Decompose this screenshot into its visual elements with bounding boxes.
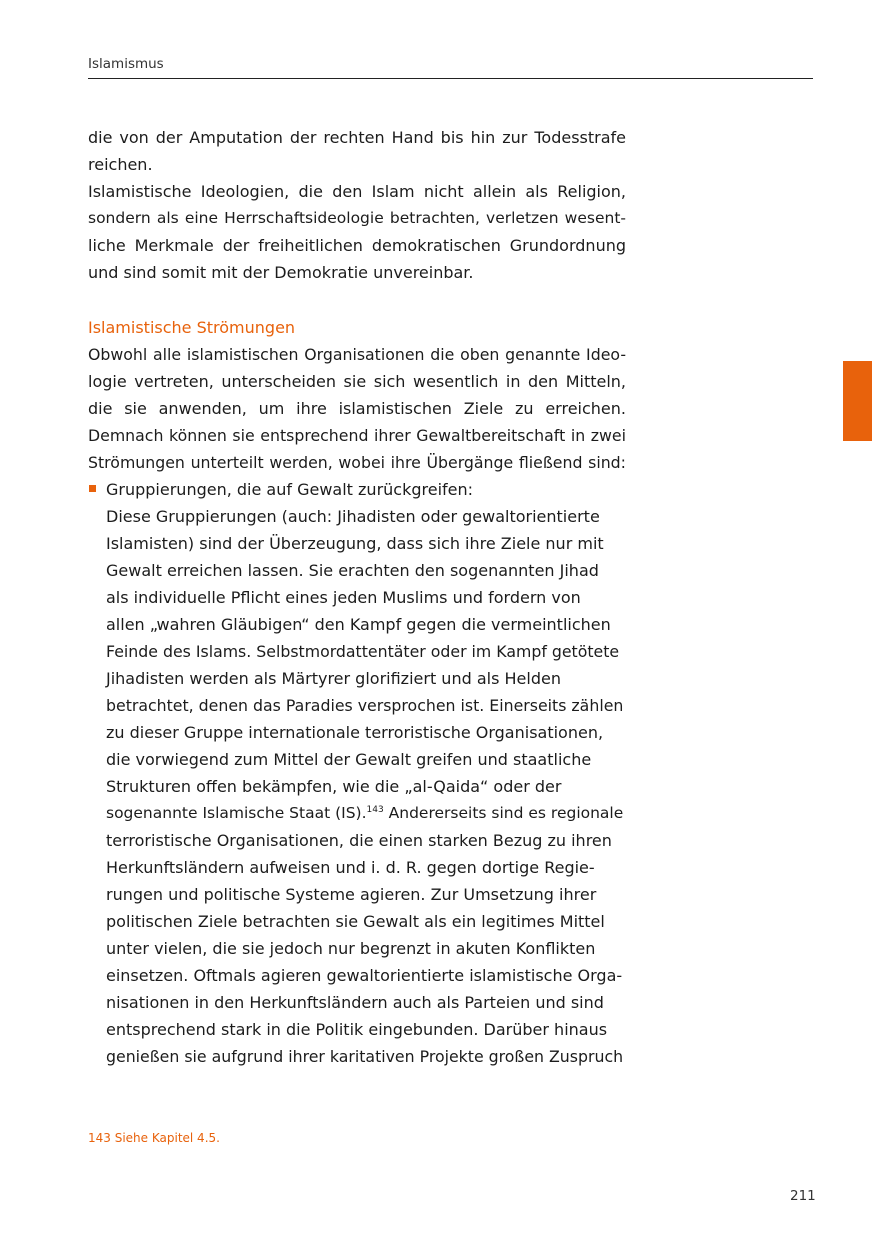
chapter-tab-marker: [843, 361, 872, 441]
text-line-with-footnote-ref: [106, 800, 626, 827]
text-line: betrachtet, denen das Paradies versprochen ist. Einerseits zählen: [106, 696, 624, 715]
section-heading: Islamistische Strömungen: [88, 318, 296, 337]
text-line: Islamisten) sind der Überzeugung, dass sich ihre Ziele nur mit: [106, 534, 604, 553]
text-line: allen „wahren Gläubigen“ den Kampf gegen die vermeintlichen: [106, 615, 611, 634]
text-line: Feinde des Islams. Selbstmordattentäter oder im Kampf getötete: [106, 642, 620, 661]
bullet-label: Gruppierungen, die auf Gewalt zurückgreifen:: [106, 480, 474, 499]
text-line: als individuelle Pflicht eines jeden Muslims und fordern von: [106, 588, 581, 607]
text-line: Strukturen offen bekämpfen, wie die „al-Qaida“ oder der: [106, 777, 562, 796]
footnote-reference[interactable]: 143: [366, 805, 384, 815]
text-line: reichen.: [88, 155, 153, 174]
text-line: politischen Ziele betrachten sie Gewalt als ein legitimes Mittel: [106, 912, 605, 931]
text-line: einsetzen. Oftmals agieren gewaltorientierte islamistische Orga-: [106, 966, 623, 985]
text-line: Obwohl alle islamistischen Organisationen die oben genannte Ideo-: [88, 345, 626, 364]
text-line: sondern als eine Herrschaftsideologie betrachten, verletzen wesent-: [88, 209, 626, 227]
text-segment: Andererseits sind es regionale: [383, 804, 624, 822]
text-line: entsprechend stark in die Politik eingebunden. Darüber hinaus: [106, 1020, 608, 1039]
text-line: Herkunftsländern aufweisen und i. d. R. gegen dortige Regie-: [106, 858, 595, 877]
text-line: die von der Amputation der rechten Hand bis hin zur Todesstrafe: [88, 128, 626, 147]
text-line: logie vertreten, unterscheiden sie sich wesentlich in den Mitteln,: [88, 372, 626, 391]
text-line: Gewalt erreichen lassen. Sie erachten den sogenannten Jihad: [106, 561, 599, 580]
text-line: und sind somit mit der Demokratie unvereinbar.: [88, 263, 474, 282]
text-line: Demnach können sie entsprechend ihrer Gewaltbereitschaft in zwei: [88, 426, 626, 445]
square-bullet-icon: [89, 485, 96, 492]
text-line: Jihadisten werden als Märtyrer glorifiziert und als Helden: [106, 669, 561, 688]
text-line: terroristische Organisationen, die einen starken Bezug zu ihren: [106, 831, 612, 850]
intro-paragraph: [88, 124, 626, 286]
text-line: unter vielen, die sie jedoch nur begrenzt in akuten Konflikten: [106, 939, 596, 958]
text-line: Islamistische Ideologien, die den Islam nicht allein als Religion,: [88, 182, 626, 201]
text-segment: sogenannte Islamische Staat (IS).: [106, 804, 367, 822]
text-line: Strömungen unterteilt werden, wobei ihre Übergänge fließend sind:: [88, 453, 626, 472]
text-line: nisationen in den Herkunftsländern auch als Parteien und sind: [106, 993, 604, 1012]
text-line: zu dieser Gruppe internationale terroristische Organisationen,: [106, 723, 604, 742]
footnote: 143 Siehe Kapitel 4.5.: [88, 1131, 220, 1145]
bullet-body: [106, 503, 626, 1070]
page-number: 211: [790, 1188, 816, 1204]
text-line: Diese Gruppierungen (auch: Jihadisten oder gewaltorientierte: [106, 507, 600, 526]
text-line: genießen sie aufgrund ihrer karitativen Projekte großen Zuspruch: [106, 1047, 624, 1066]
text-line: die vorwiegend zum Mittel der Gewalt greifen und staatliche: [106, 750, 592, 769]
header-rule: [88, 78, 813, 79]
text-line: liche Merkmale der freiheitlichen demokratischen Grundordnung: [88, 236, 626, 255]
text-line: rungen und politische Systeme agieren. Zur Umsetzung ihrer: [106, 885, 597, 904]
section-paragraph: [88, 341, 626, 476]
text-line: die sie anwenden, um ihre islamistischen Ziele zu erreichen.: [88, 399, 626, 418]
running-header: Islamismus: [88, 56, 164, 72]
